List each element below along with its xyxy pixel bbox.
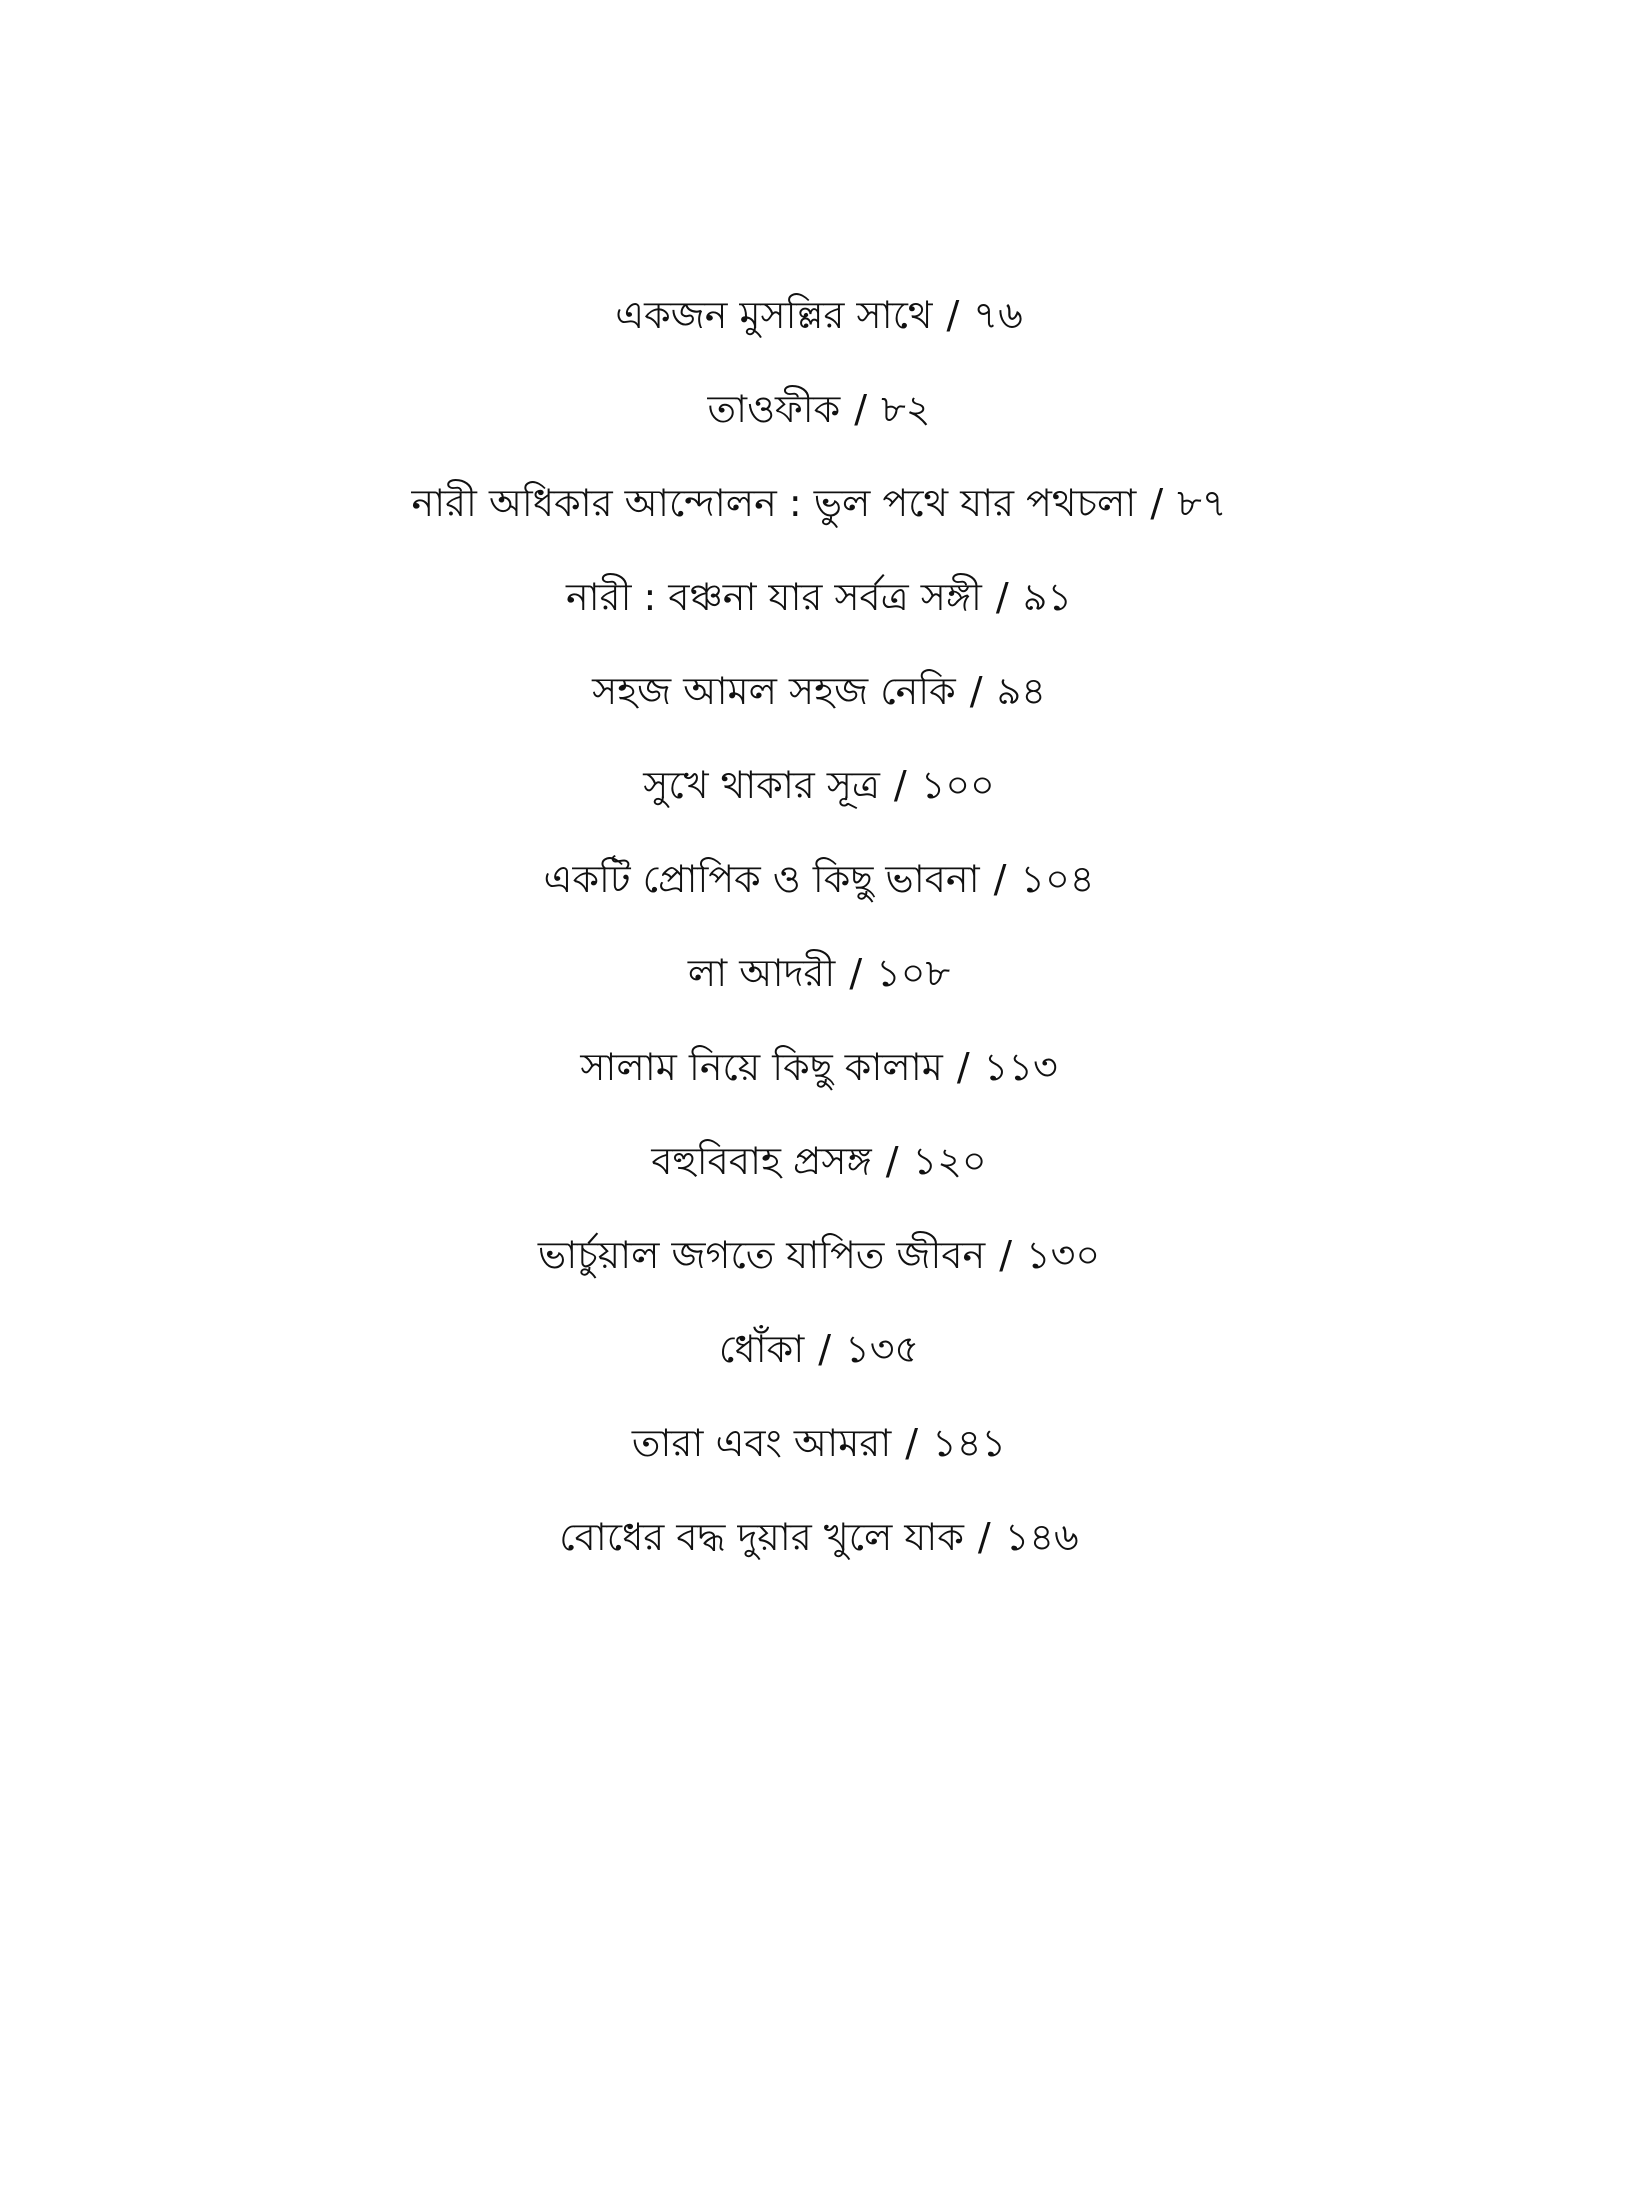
toc-entry xyxy=(0,1490,1638,1584)
toc-entry-page: ৮২ xyxy=(881,387,931,431)
toc-separator: / xyxy=(893,763,907,807)
toc-entry-title: তারা এবং আমরা xyxy=(631,1421,892,1465)
toc-separator: / xyxy=(854,387,868,431)
toc-entry-page: ১০৪ xyxy=(1020,857,1095,901)
toc-entry-page: ১০০ xyxy=(920,763,995,807)
toc-entry-title: নারী অধিকার আন্দোলন : ভুল পথে যার পথচলা xyxy=(411,481,1137,525)
toc-separator: / xyxy=(999,1233,1012,1277)
toc-entry xyxy=(0,832,1638,926)
toc-entry xyxy=(0,1114,1638,1208)
toc-entry-page: ১৪৬ xyxy=(1004,1515,1079,1559)
toc-entry-page: ১৩৫ xyxy=(845,1327,920,1371)
toc-entry-page: ৭৬ xyxy=(973,293,1023,337)
toc-entry-title: বোধের বদ্ধ দুয়ার খুলে যাক xyxy=(559,1515,964,1559)
toc-entry-title: সহজ আমল সহজ নেকি xyxy=(592,669,956,713)
toc-entry-title: একজন মুসল্লির সাথে xyxy=(615,293,933,337)
toc-entry-page: ১৩০ xyxy=(1026,1233,1101,1277)
toc-entry xyxy=(0,926,1638,1020)
toc-entry-title: সালাম নিয়ে কিছু কালাম xyxy=(580,1045,943,1089)
toc-entry-page: ৯১ xyxy=(1022,575,1073,619)
toc-entry xyxy=(0,456,1638,550)
toc-entry-title: লা আদরী xyxy=(687,951,836,995)
toc-entry xyxy=(0,1020,1638,1114)
toc-entry-page: ৯৪ xyxy=(996,669,1046,713)
table-of-contents xyxy=(0,268,1638,1584)
toc-separator: / xyxy=(995,575,1009,619)
toc-separator: / xyxy=(849,951,863,995)
toc-entry-page: ৮৭ xyxy=(1177,481,1227,525)
toc-entry-title: বহুবিবাহ প্রসঙ্গ xyxy=(651,1139,872,1183)
toc-entry xyxy=(0,362,1638,456)
toc-separator: / xyxy=(977,1515,991,1559)
toc-entry-title: সুখে থাকার সূত্র xyxy=(643,763,880,807)
toc-entry-page: ১৪১ xyxy=(932,1421,1007,1465)
toc-entry xyxy=(0,1208,1638,1302)
toc-entry-title: একটি প্রোপিক ও কিছু ভাবনা xyxy=(543,857,980,901)
toc-separator: / xyxy=(818,1327,832,1371)
toc-entry xyxy=(0,550,1638,644)
toc-entry xyxy=(0,644,1638,738)
toc-separator: / xyxy=(993,857,1007,901)
toc-entry-title: ভার্চুয়াল জগতে যাপিত জীবন xyxy=(537,1233,986,1277)
toc-entry-title: ধোঁকা xyxy=(718,1327,805,1371)
toc-separator: / xyxy=(885,1139,899,1183)
toc-separator: / xyxy=(1150,481,1164,525)
toc-separator: / xyxy=(905,1421,919,1465)
toc-entry-page: ১১৩ xyxy=(983,1045,1058,1089)
toc-entry xyxy=(0,1396,1638,1490)
toc-entry-title: তাওফীক xyxy=(707,387,841,431)
toc-entry-page: ১০৮ xyxy=(876,951,951,995)
toc-separator: / xyxy=(946,293,960,337)
toc-entry-title: নারী : বঞ্চনা যার সর্বত্র সঙ্গী xyxy=(565,575,982,619)
toc-entry xyxy=(0,738,1638,832)
toc-entry-page: ১২০ xyxy=(912,1139,987,1183)
toc-separator: / xyxy=(969,669,983,713)
toc-entry xyxy=(0,1302,1638,1396)
toc-separator: / xyxy=(956,1045,970,1089)
toc-entry xyxy=(0,268,1638,362)
